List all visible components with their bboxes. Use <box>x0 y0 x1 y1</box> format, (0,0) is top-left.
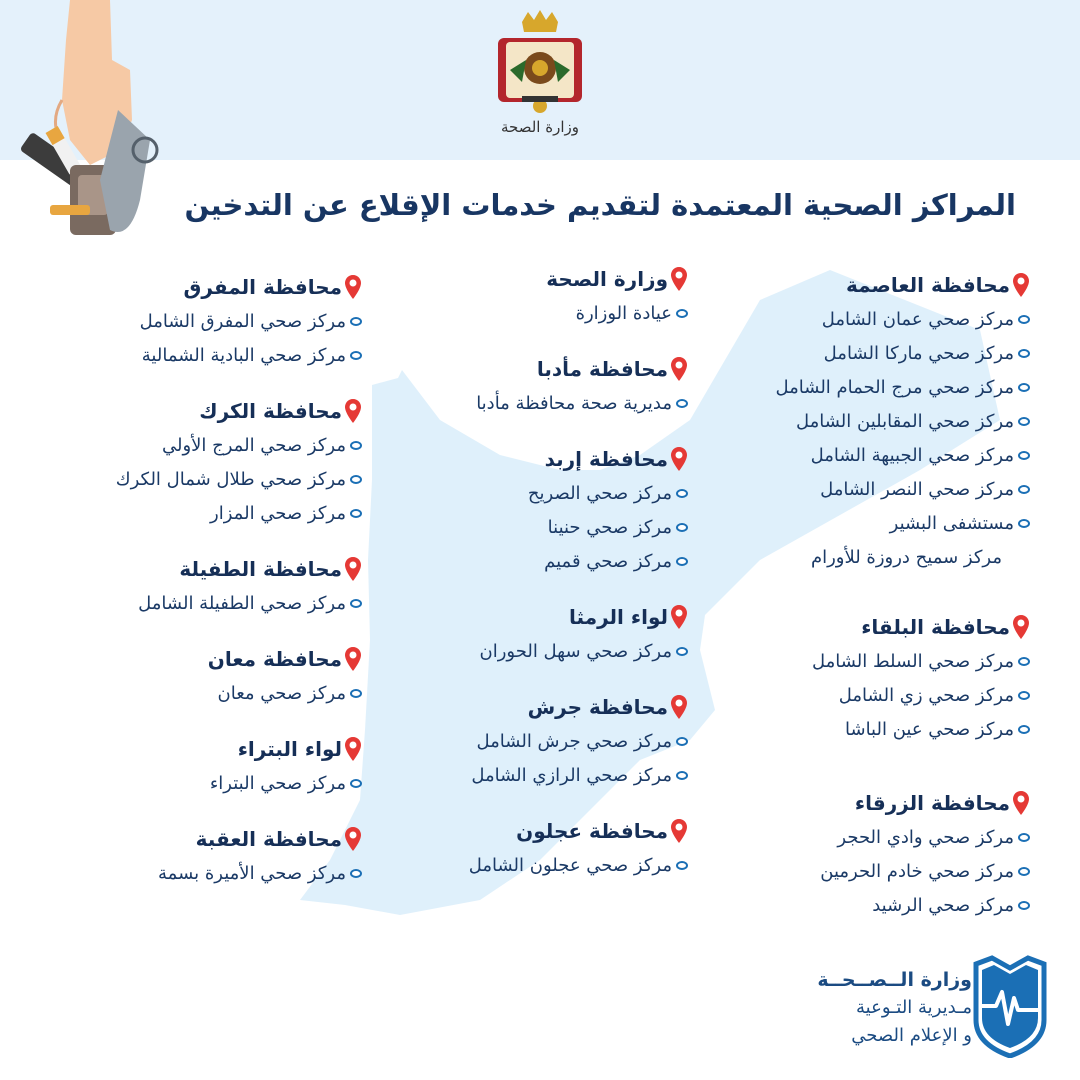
bullet-circle-icon <box>1018 315 1030 324</box>
column-left <box>116 270 362 912</box>
governorate-title: لواء البتراء <box>116 732 362 766</box>
center-item: مركز صحي المقابلين الشامل <box>776 404 1031 438</box>
bullet-circle-icon <box>1018 691 1030 700</box>
bullet-circle-icon <box>1018 485 1030 494</box>
center-item: مركز صحي الأميرة بسمة <box>116 856 362 890</box>
bullet-circle-icon <box>350 317 362 326</box>
governorate-title: محافظة معان <box>116 642 362 676</box>
page-title: المراكز الصحية المعتمدة لتقديم خدمات الإقلاع عن التدخين <box>184 188 1016 222</box>
bullet-circle-icon <box>676 647 688 656</box>
governorate-group <box>116 732 362 800</box>
location-pin-icon <box>670 356 688 382</box>
governorate-group <box>776 610 1031 746</box>
bullet-circle-icon <box>350 509 362 518</box>
center-item: مركز صحي عجلون الشامل <box>469 848 688 882</box>
governorate-title: محافظة الكرك <box>116 394 362 428</box>
hand-with-cigarettes-illustration <box>0 0 200 250</box>
bullet-circle-icon <box>676 489 688 498</box>
governorate-group <box>116 270 362 372</box>
center-item: مركز صحي النصر الشامل <box>776 472 1031 506</box>
bullet-circle-icon <box>350 779 362 788</box>
bullet-circle-icon <box>1018 725 1030 734</box>
governorate-group <box>469 600 688 668</box>
center-item: عيادة الوزارة <box>469 296 688 330</box>
bullet-circle-icon <box>676 861 688 870</box>
bullet-circle-icon <box>676 399 688 408</box>
governorate-title: لواء الرمثا <box>469 600 688 634</box>
center-item: مركز صحي زي الشامل <box>776 678 1031 712</box>
center-item: مركز صحي البتراء <box>116 766 362 800</box>
center-item: مركز صحي حنينا <box>469 510 688 544</box>
bullet-circle-icon <box>1018 383 1030 392</box>
center-item: مركز صحي عين الباشا <box>776 712 1031 746</box>
center-item: مركز صحي الطفيلة الشامل <box>116 586 362 620</box>
center-item-unbulleted: مركز سميح دروزة للأورام <box>810 546 1002 568</box>
governorate-title: وزارة الصحة <box>469 262 688 296</box>
ministry-calligraphy: وزارة الصحة <box>501 118 579 136</box>
governorate-group <box>469 814 688 882</box>
location-pin-icon <box>670 818 688 844</box>
center-item: مركز صحي قميم <box>469 544 688 578</box>
governorate-group <box>776 786 1031 922</box>
location-pin-icon <box>344 736 362 762</box>
location-pin-icon <box>1012 272 1030 298</box>
center-item: مركز صحي المزار <box>116 496 362 530</box>
center-item: مركز صحي الصريح <box>469 476 688 510</box>
center-item: مركز صحي معان <box>116 676 362 710</box>
bullet-circle-icon <box>1018 867 1030 876</box>
footer-ministry-name: وزارة الــصــحــة <box>817 969 972 991</box>
governorate-title: محافظة المفرق <box>116 270 362 304</box>
governorate-title: محافظة مأدبا <box>469 352 688 386</box>
center-item: مركز صحي ماركا الشامل <box>776 336 1031 370</box>
bullet-circle-icon <box>1018 901 1030 910</box>
governorate-group <box>116 822 362 890</box>
bullet-circle-icon <box>1018 451 1030 460</box>
center-item: مركز صحي السلط الشامل <box>776 644 1031 678</box>
column-middle <box>469 262 688 904</box>
location-pin-icon <box>1012 790 1030 816</box>
bullet-circle-icon <box>350 475 362 484</box>
bullet-circle-icon <box>1018 417 1030 426</box>
center-item: مركز صحي جرش الشامل <box>469 724 688 758</box>
jordan-coat-of-arms-emblem <box>492 10 588 120</box>
governorate-group <box>116 552 362 620</box>
bullet-circle-icon <box>1018 657 1030 666</box>
center-item: مركز صحي الرشيد <box>776 888 1031 922</box>
bullet-circle-icon <box>676 523 688 532</box>
location-pin-icon <box>344 274 362 300</box>
center-item: مركز صحي الرازي الشامل <box>469 758 688 792</box>
governorate-title: محافظة الطفيلة <box>116 552 362 586</box>
center-item: مستشفى البشير <box>776 506 1031 540</box>
bullet-circle-icon <box>350 689 362 698</box>
column-right <box>776 268 1031 944</box>
bullet-circle-icon <box>1018 349 1030 358</box>
center-item: مركز صحي مرج الحمام الشامل <box>776 370 1031 404</box>
governorate-title: محافظة عجلون <box>469 814 688 848</box>
governorate-group <box>469 442 688 578</box>
governorate-title: محافظة البلقاء <box>776 610 1031 644</box>
center-item: مركز صحي الجبيهة الشامل <box>776 438 1031 472</box>
governorate-group <box>116 642 362 710</box>
governorate-group <box>469 352 688 420</box>
governorate-group <box>116 394 362 530</box>
center-item: مركز صحي البادية الشمالية <box>116 338 362 372</box>
center-item: مركز صحي طلال شمال الكرك <box>116 462 362 496</box>
center-item: مركز صحي وادي الحجر <box>776 820 1031 854</box>
location-pin-icon <box>670 446 688 472</box>
bullet-circle-icon <box>350 869 362 878</box>
governorate-group <box>469 262 688 330</box>
center-item: مديرية صحة محافظة مأدبا <box>469 386 688 420</box>
governorate-title: محافظة الزرقاء <box>776 786 1031 820</box>
bullet-circle-icon <box>350 441 362 450</box>
center-item: مركز صحي سهل الحوران <box>469 634 688 668</box>
location-pin-icon <box>344 826 362 852</box>
location-pin-icon <box>344 556 362 582</box>
center-item: مركز صحي المرج الأولي <box>116 428 362 462</box>
location-pin-icon <box>344 398 362 424</box>
bullet-circle-icon <box>676 557 688 566</box>
center-item: مركز صحي المفرق الشامل <box>116 304 362 338</box>
location-pin-icon <box>670 694 688 720</box>
bullet-circle-icon <box>1018 519 1030 528</box>
governorate-title: محافظة جرش <box>469 690 688 724</box>
governorate-title: محافظة العقبة <box>116 822 362 856</box>
footer-department-text <box>817 966 972 1050</box>
center-item: مركز صحي خادم الحرمين <box>776 854 1031 888</box>
location-pin-icon <box>344 646 362 672</box>
bullet-circle-icon <box>350 351 362 360</box>
governorate-title: محافظة إربد <box>469 442 688 476</box>
footer-directorate-line2: و الإعلام الصحي <box>851 1025 972 1046</box>
bullet-circle-icon <box>676 737 688 746</box>
center-item: مركز صحي عمان الشامل <box>776 302 1031 336</box>
governorate-group <box>776 268 1031 574</box>
bullet-circle-icon <box>350 599 362 608</box>
bullet-circle-icon <box>676 309 688 318</box>
health-shield-logo-icon <box>972 954 1048 1058</box>
location-pin-icon <box>670 266 688 292</box>
footer-directorate-line: مـديرية التـوعية <box>856 997 972 1018</box>
location-pin-icon <box>670 604 688 630</box>
governorate-title: محافظة العاصمة <box>776 268 1031 302</box>
bullet-circle-icon <box>1018 833 1030 842</box>
governorate-group <box>469 690 688 792</box>
location-pin-icon <box>1012 614 1030 640</box>
bullet-circle-icon <box>676 771 688 780</box>
